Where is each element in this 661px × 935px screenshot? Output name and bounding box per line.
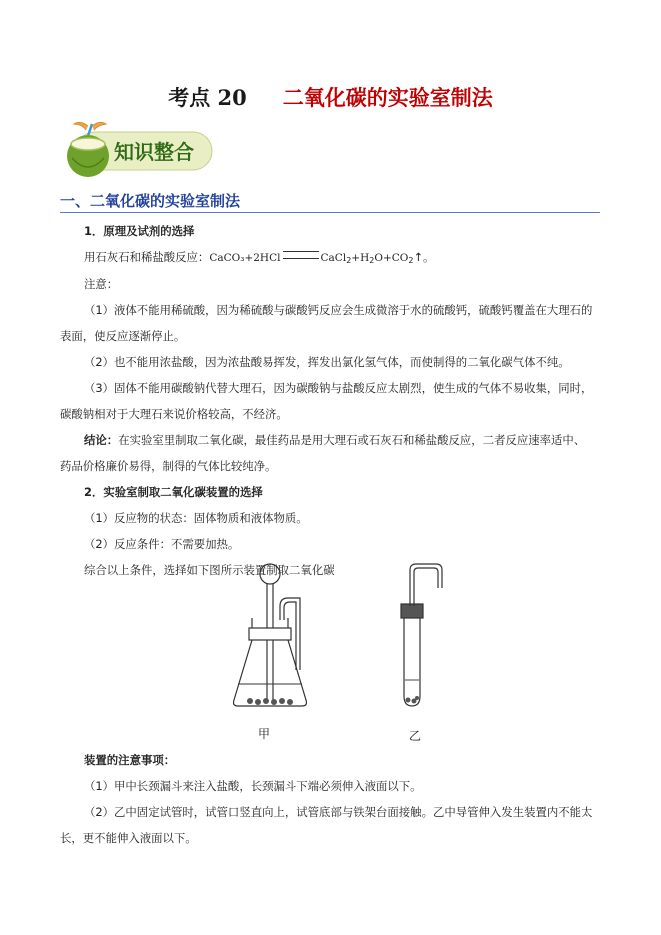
equation-lhs: CaCO₃+2HCl (209, 252, 281, 264)
caption-flask: 甲 (258, 727, 271, 741)
conclusion-text: 在实验室里制取二氧化碳，最佳药品是用大理石或石灰石和稀盐酸反应，二者反应速率适中、 (118, 433, 586, 447)
equation-equals (283, 251, 319, 259)
note3-line1: （3）固体不能用碳酸钠代替大理石，因为碳酸钠与盐酸反应太剧烈，使生成的气体不易收集，同时， (84, 381, 593, 395)
flask-apparatus (234, 564, 307, 706)
knowledge-badge (58, 118, 216, 178)
part2-item2: （2）反应条件：不需要加热。 (84, 537, 240, 551)
tube-chips (406, 696, 420, 704)
apparatus-figure (230, 560, 470, 750)
apparatus-note2-line2: 长，更不能伸入液面以下。 (60, 831, 197, 845)
caption-tube: 乙 (409, 729, 422, 743)
part1-heading: 1．原理及试剂的选择 (84, 224, 195, 238)
section-heading: 一、二氧化碳的实验室制法 (60, 192, 241, 210)
test-tube-apparatus (401, 564, 442, 706)
marble-chips (247, 698, 293, 705)
apparatus-note1: （1）甲中长颈漏斗来注入盐酸，长颈漏斗下端必须伸入液面以下。 (84, 779, 422, 793)
equation-rhs-c: O+CO (374, 252, 409, 264)
conclusion-line2: 药品价格廉价易得，制得的气体比较纯净。 (60, 459, 277, 473)
title-prefix: 考点 20 (168, 85, 247, 110)
equation-rhs-a-sub: 2 (346, 256, 352, 265)
apparatus-diagram (230, 560, 470, 750)
equation-rhs-b: +H (351, 252, 370, 264)
part2-heading: 2．实验室制取二氧化碳装置的选择 (84, 485, 263, 499)
note3-line2: 碳酸钠相对于大理石来说价格较高，不经济。 (60, 407, 288, 421)
note2: （2）也不能用浓盐酸，因为浓盐酸易挥发，挥发出氯化氢气体，而使制得的二氧化碳气体不纯。 (84, 355, 570, 369)
equation-rhs-b-sub: 2 (369, 256, 375, 265)
part2-item1: （1）反应物的状态：固体物质和液体物质。 (84, 511, 308, 525)
page-title (0, 82, 661, 112)
equation-rhs-a: CaCl (320, 252, 347, 264)
note1-line1: （1）液体不能用稀硫酸，因为稀硫酸与碳酸钙反应会生成微溶于水的硫酸钙，硫酸钙覆盖在大理石的 (84, 303, 593, 317)
part2-summary: 综合以上条件，选择如下图所示装置制取二氧化碳 (84, 563, 335, 577)
equation-end: ↑。 (413, 250, 435, 264)
conclusion-line1 (84, 432, 585, 448)
note1-line2: 表面，使反应逐渐停止。 (60, 329, 186, 343)
apparatus-note2-line1: （2）乙中固定试管时，试管口竖直向上，试管底部与铁架台面接触。乙中导管伸入发生装置内不能太 (84, 805, 593, 819)
title-name: 二氧化碳的实验室制法 (282, 86, 493, 110)
notes-heading: 装置的注意事项： (84, 753, 176, 767)
conclusion-label: 结论： (84, 433, 119, 447)
reaction-line (84, 249, 434, 269)
equation-rhs-c-sub: 2 (408, 256, 414, 265)
reaction-intro: 用石灰石和稀盐酸反应： (84, 250, 210, 264)
badge-text: 知识整合 (114, 140, 194, 164)
note-label: 注意： (84, 277, 119, 291)
section-divider (60, 212, 600, 213)
